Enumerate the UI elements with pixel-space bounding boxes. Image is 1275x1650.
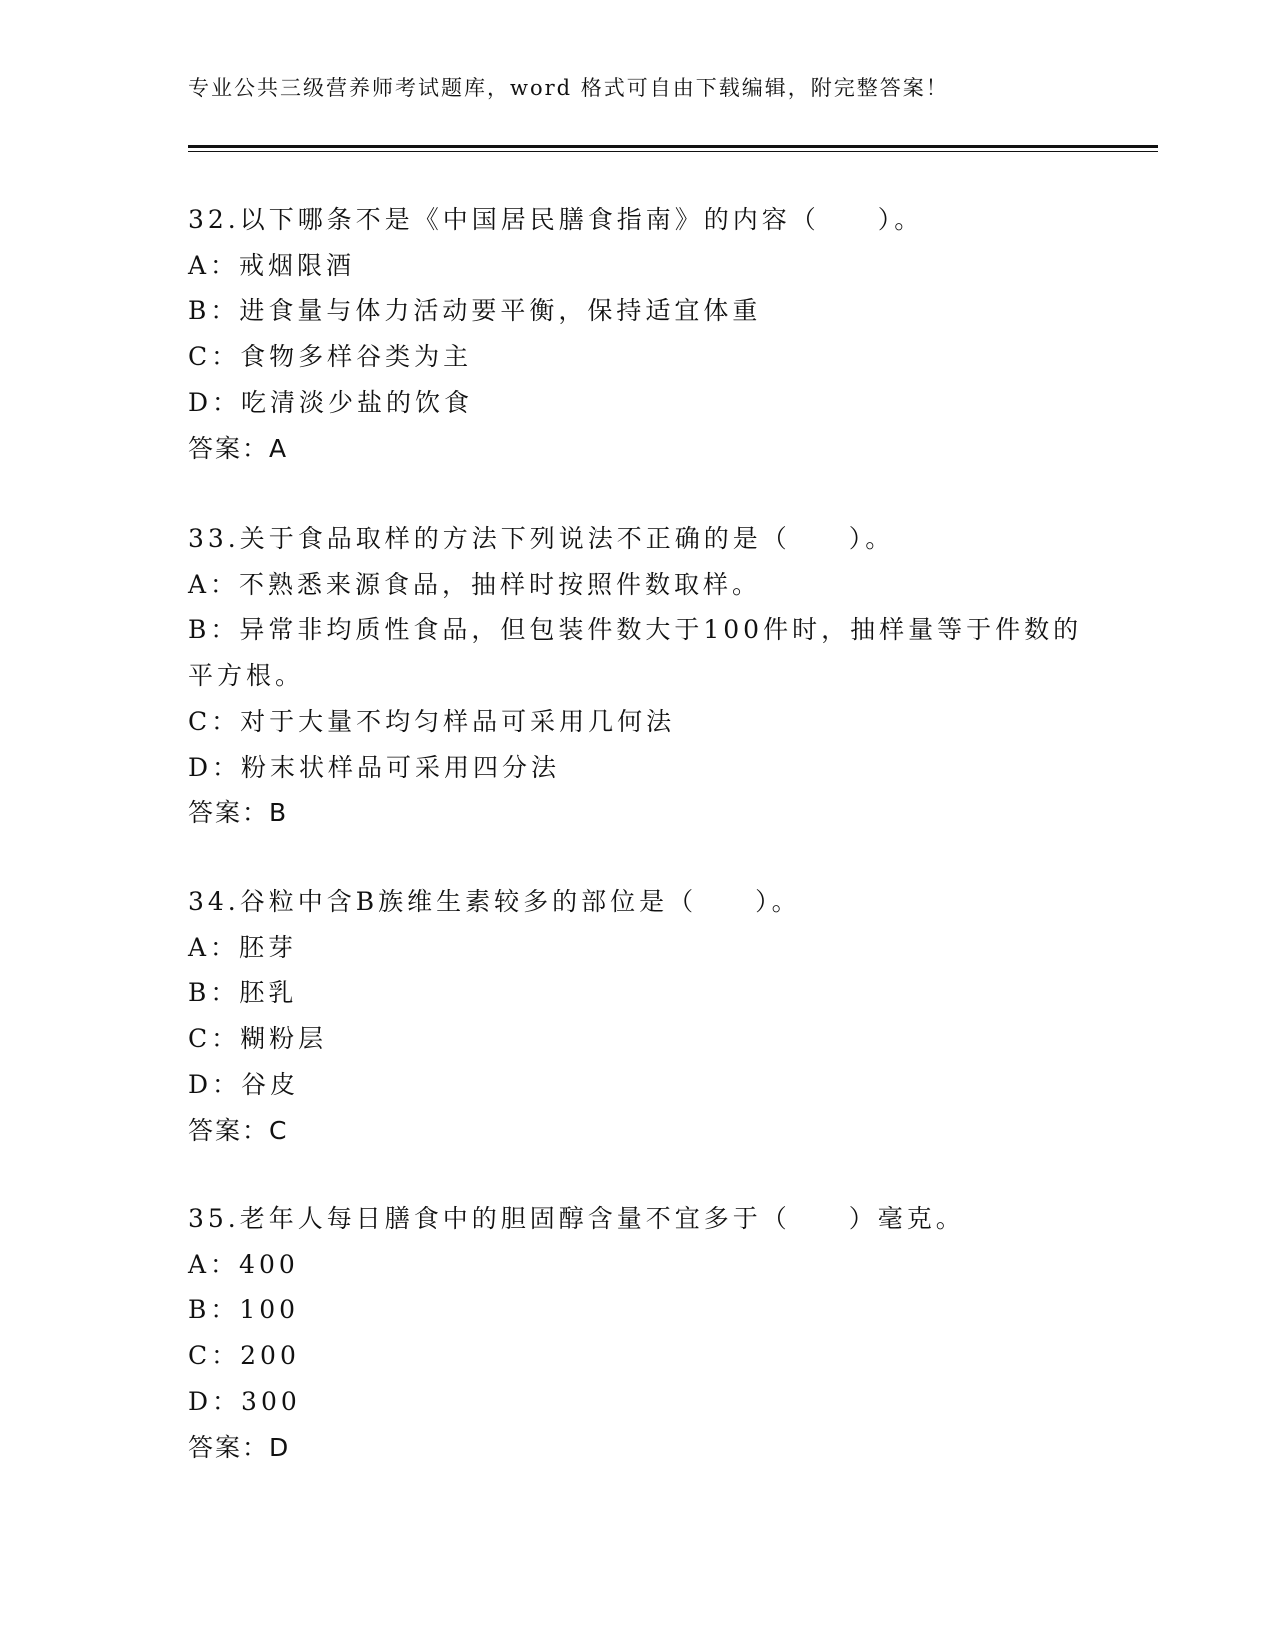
answer: 答案：A [188, 433, 289, 463]
option-a: A：不熟悉来源食品，抽样时按照件数取样。 [188, 569, 762, 599]
option-c: C：对于大量不均匀样品可采用几何法 [188, 706, 676, 736]
option-a: A：胚芽 [188, 932, 298, 962]
option-b: B：100 [188, 1295, 300, 1325]
question-stem: 33.关于食品取样的方法下列说法不正确的是（ ）。 [188, 524, 895, 553]
answer: 答案：C [188, 1115, 289, 1145]
option-c: C：糊粉层 [188, 1024, 328, 1054]
option-d: D：粉末状样品可采用四分法 [188, 752, 561, 782]
question-34 [188, 879, 1088, 1153]
option-b: B：胚乳 [188, 978, 298, 1008]
question-32 [188, 197, 1088, 471]
option-d: D：吃清淡少盐的饮食 [188, 387, 474, 417]
option-b: B：进食量与体力活动要平衡，保持适宜体重 [188, 296, 762, 326]
option-a: A：戒烟限酒 [188, 250, 356, 280]
option-a: A：400 [188, 1249, 299, 1279]
header-rule-thin [188, 151, 1158, 152]
question-33 [188, 516, 1088, 836]
option-c: C：食物多样谷类为主 [188, 342, 473, 372]
option-b: B：异常非均质性食品，但包装件数大于100件时，抽样量等于件数的 [188, 615, 1083, 645]
question-35 [188, 1196, 1088, 1470]
question-stem: 34.谷粒中含B族维生素较多的部位是（ ）。 [188, 887, 801, 916]
page-header: 专业公共三级营养师考试题库，word 格式可自由下载编辑，附完整答案！ [188, 76, 949, 100]
header-rule-thick [188, 145, 1158, 148]
question-stem: 35.老年人每日膳食中的胆固醇含量不宜多于（ ）毫克。 [188, 1204, 965, 1233]
option-b-continued: 平方根。 [188, 661, 305, 691]
option-d: D：300 [188, 1386, 301, 1416]
option-d: D：谷皮 [188, 1069, 300, 1099]
option-c: C：200 [188, 1341, 300, 1371]
answer: 答案：B [188, 798, 289, 828]
answer: 答案：D [188, 1432, 291, 1462]
question-stem: 32.以下哪条不是《中国居民膳食指南》的内容（ ）。 [188, 205, 924, 234]
